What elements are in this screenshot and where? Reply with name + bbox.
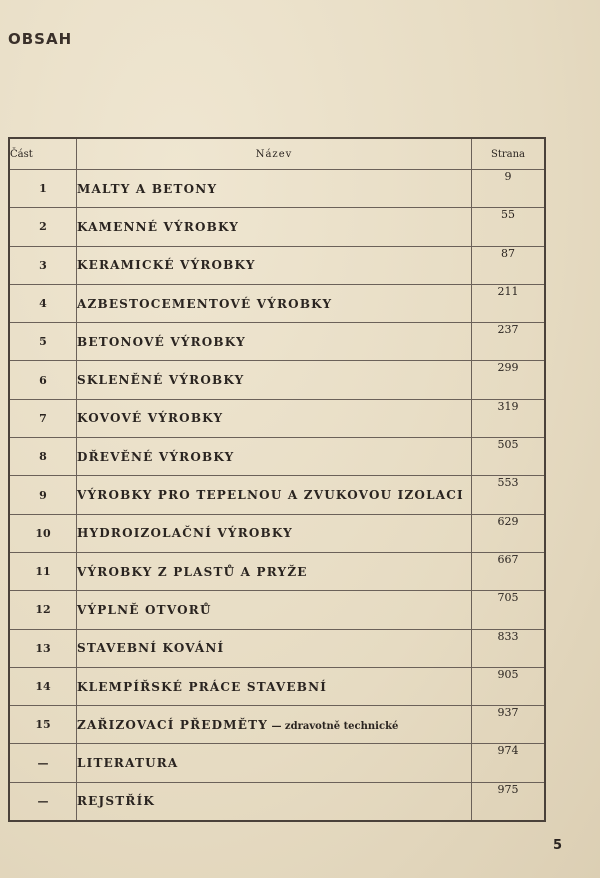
row-nazev-cell	[77, 514, 472, 552]
row-cast: 14	[9, 667, 77, 705]
page-heading: OBSAH	[8, 30, 73, 48]
header-cast: Část	[9, 138, 77, 170]
row-nazev: VÝROBKY Z PLASTŮ A PRYŽE	[77, 564, 308, 579]
table-row	[9, 591, 545, 629]
contents-table	[8, 137, 546, 822]
table-row	[9, 438, 545, 476]
row-nazev: VÝPLNĚ OTVORŮ	[77, 602, 212, 617]
row-nazev: AZBESTOCEMENTOVÉ VÝROBKY	[77, 296, 333, 311]
row-strana: 237	[472, 323, 546, 361]
row-strana: 299	[472, 361, 546, 399]
row-nazev: BETONOVÉ VÝROBKY	[77, 334, 246, 349]
row-cast: 10	[9, 514, 77, 552]
table-row	[9, 706, 545, 744]
row-strana: 974	[472, 744, 546, 782]
table-row	[9, 170, 545, 208]
row-nazev: SKLENĚNÉ VÝROBKY	[77, 373, 245, 388]
row-nazev: LITERATURA	[77, 756, 179, 771]
row-cast: 4	[9, 284, 77, 322]
row-nazev: ZAŘIZOVACÍ PŘEDMĚTY	[77, 717, 268, 732]
row-nazev-cell	[77, 476, 472, 514]
row-nazev-cell	[77, 706, 472, 744]
row-cast: 15	[9, 706, 77, 744]
row-nazev-cell	[77, 323, 472, 361]
row-nazev-cell	[77, 552, 472, 590]
row-strana: 833	[472, 629, 546, 667]
table-row	[9, 552, 545, 590]
row-strana: 55	[472, 208, 546, 246]
table-row	[9, 667, 545, 705]
table-row	[9, 323, 545, 361]
row-nazev-cell	[77, 629, 472, 667]
row-cast: 6	[9, 361, 77, 399]
header-strana: Strana	[472, 138, 546, 170]
table-row	[9, 476, 545, 514]
row-strana: 629	[472, 514, 546, 552]
row-cast: 11	[9, 552, 77, 590]
row-strana: 905	[472, 667, 546, 705]
row-cast: 7	[9, 399, 77, 437]
row-nazev-cell	[77, 744, 472, 782]
page-number: 5	[553, 838, 563, 853]
row-nazev: KAMENNÉ VÝROBKY	[77, 219, 240, 234]
row-cast: —	[9, 782, 77, 820]
row-nazev: KLEMPÍŘSKÉ PRÁCE STAVEBNÍ	[77, 679, 328, 694]
row-nazev: DŘEVĚNÉ VÝROBKY	[77, 449, 235, 464]
row-nazev: MALTY A BETONY	[77, 181, 218, 196]
row-nazev-cell	[77, 170, 472, 208]
row-nazev: VÝROBKY PRO TEPELNOU A ZVUKOVOU IZOLACI	[77, 488, 464, 503]
row-nazev-cell	[77, 591, 472, 629]
row-strana: 705	[472, 591, 546, 629]
row-strana: 937	[472, 706, 546, 744]
row-strana: 505	[472, 438, 546, 476]
row-nazev: KERAMICKÉ VÝROBKY	[77, 258, 256, 273]
table-row	[9, 246, 545, 284]
row-cast: 13	[9, 629, 77, 667]
row-cast: 1	[9, 170, 77, 208]
table-row	[9, 284, 545, 322]
row-nazev-cell	[77, 208, 472, 246]
row-strana: 9	[472, 170, 546, 208]
table-row	[9, 514, 545, 552]
row-nazev-cell	[77, 399, 472, 437]
table-row	[9, 744, 545, 782]
table-row	[9, 208, 545, 246]
row-nazev-cell	[77, 246, 472, 284]
row-nazev-cell	[77, 782, 472, 820]
table-row	[9, 399, 545, 437]
row-nazev-cell	[77, 438, 472, 476]
header-nazev: Název	[77, 138, 472, 170]
row-cast: —	[9, 744, 77, 782]
table-row	[9, 629, 545, 667]
row-strana: 553	[472, 476, 546, 514]
row-strana: 319	[472, 399, 546, 437]
row-nazev: HYDROIZOLAČNÍ VÝROBKY	[77, 526, 293, 541]
row-strana: 211	[472, 284, 546, 322]
table-row	[9, 782, 545, 820]
row-cast: 12	[9, 591, 77, 629]
table-body	[9, 170, 545, 821]
row-strana: 975	[472, 782, 546, 820]
row-cast: 2	[9, 208, 77, 246]
row-nazev: KOVOVÉ VÝROBKY	[77, 411, 224, 426]
row-nazev-cell	[77, 667, 472, 705]
row-nazev-cell	[77, 284, 472, 322]
row-nazev-cell	[77, 361, 472, 399]
row-nazev: STAVEBNÍ KOVÁNÍ	[77, 641, 225, 656]
row-nazev: REJSTŘÍK	[77, 794, 156, 809]
row-strana: 667	[472, 552, 546, 590]
table-row	[9, 361, 545, 399]
row-cast: 9	[9, 476, 77, 514]
row-cast: 8	[9, 438, 77, 476]
row-cast: 5	[9, 323, 77, 361]
row-cast: 3	[9, 246, 77, 284]
row-subtitle: — zdravotně technické	[267, 720, 399, 732]
table-header-row	[9, 138, 545, 170]
row-strana: 87	[472, 246, 546, 284]
